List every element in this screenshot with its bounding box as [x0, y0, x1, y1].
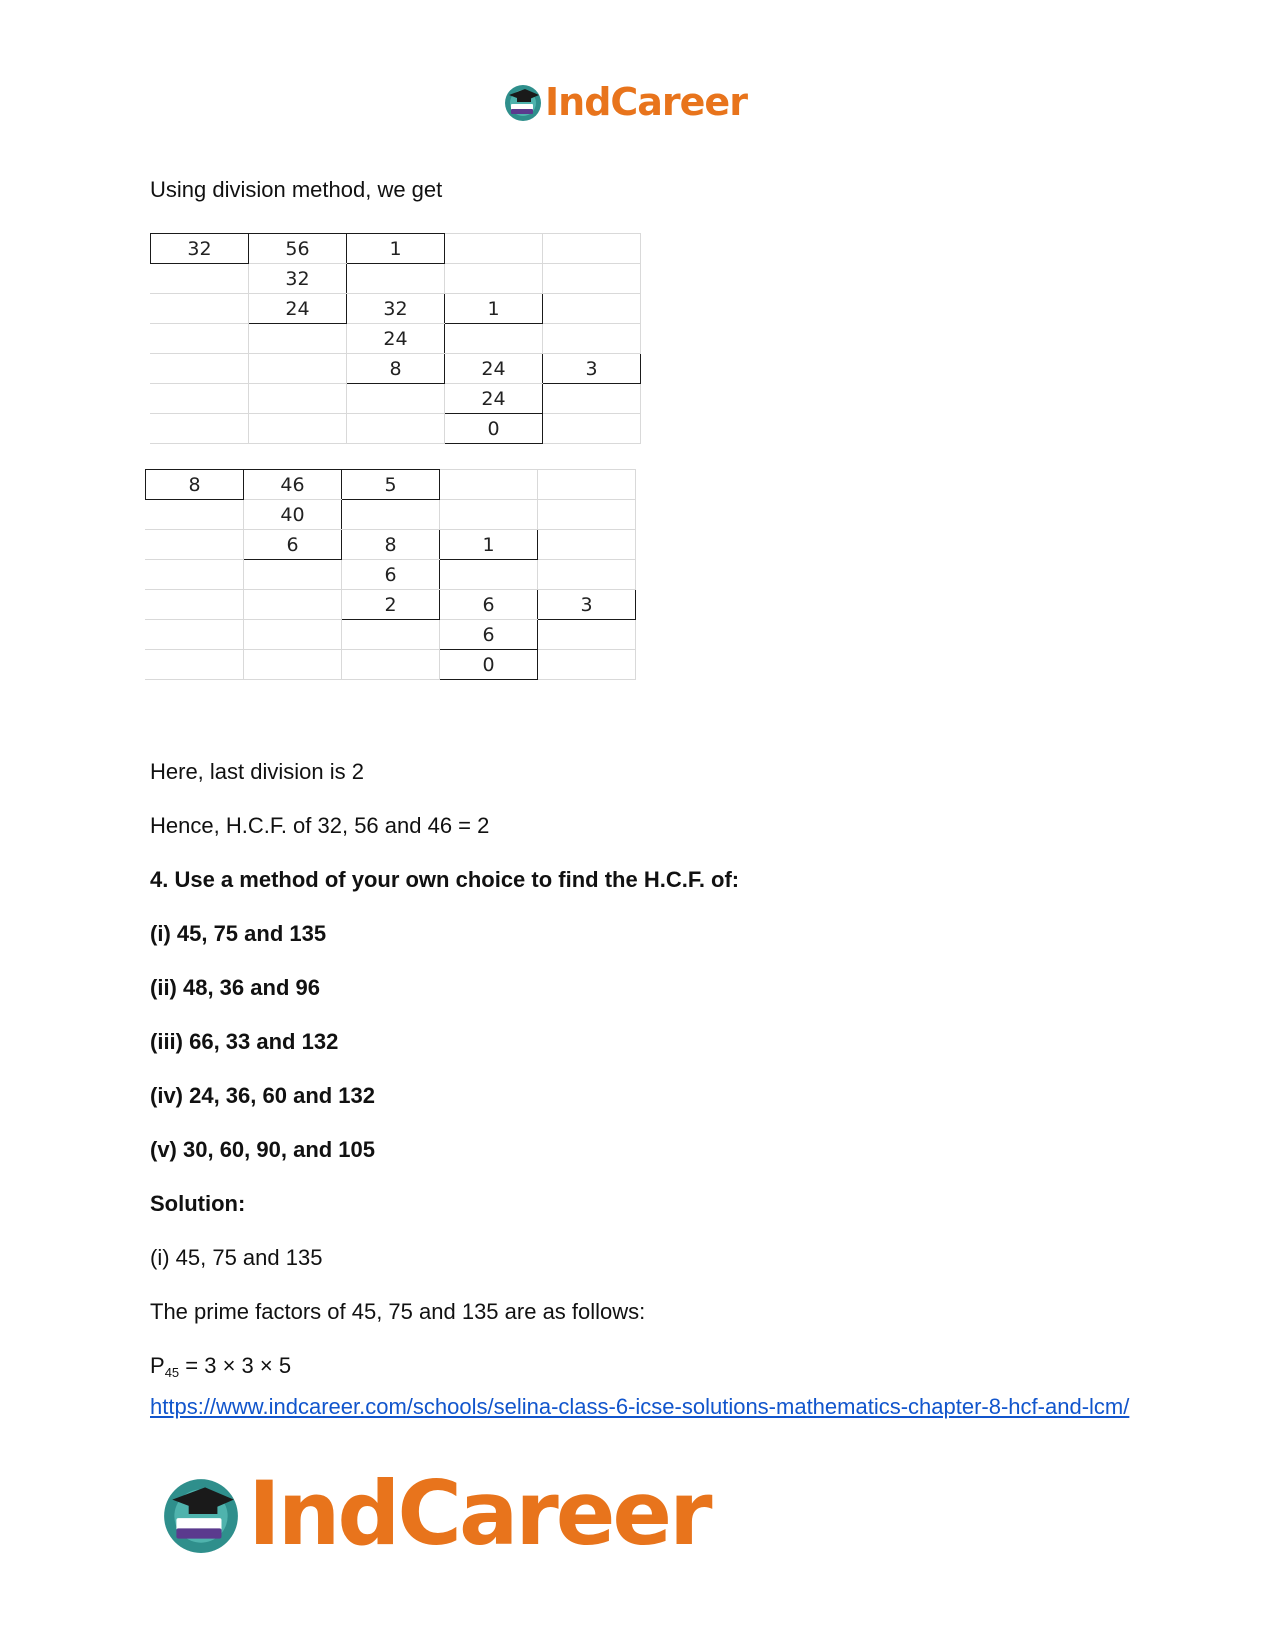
division-cell	[342, 500, 440, 530]
factor-expression: = 3 × 3 × 5	[185, 1353, 292, 1378]
division-cell	[342, 620, 440, 650]
division-cell	[543, 384, 641, 414]
factor-subscript: 45	[164, 1365, 180, 1380]
division-cell: 6	[244, 530, 342, 560]
division-cell	[440, 500, 538, 530]
division-cell: 0	[440, 650, 538, 680]
division-cell	[244, 620, 342, 650]
question-part-ii: (ii) 48, 36 and 96	[150, 975, 320, 1000]
division-cell	[538, 650, 636, 680]
result-line-2: Hence, H.C.F. of 32, 56 and 46 = 2	[150, 813, 490, 838]
division-cell	[249, 354, 347, 384]
graduation-globe-icon	[160, 1473, 242, 1555]
brand-logo-large	[160, 1462, 710, 1565]
question-part-iii: (iii) 66, 33 and 132	[150, 1029, 339, 1054]
division-cell	[249, 324, 347, 354]
division-cell	[445, 234, 543, 264]
division-cell: 24	[445, 354, 543, 384]
division-cell: 5	[342, 470, 440, 500]
division-cell	[538, 560, 636, 590]
intro-text: Using division method, we get	[150, 177, 443, 202]
division-cell: 32	[249, 264, 347, 294]
division-cell	[244, 650, 342, 680]
solution-heading: Solution:	[150, 1191, 246, 1216]
question-part-iv: (iv) 24, 36, 60 and 132	[150, 1083, 376, 1108]
brand-wordmark-large: IndCareer	[248, 1462, 710, 1565]
division-cell	[146, 560, 244, 590]
division-row	[151, 324, 641, 354]
division-row	[151, 414, 641, 444]
division-cell	[249, 384, 347, 414]
division-cell: 6	[342, 560, 440, 590]
prime-factor-line	[150, 1353, 291, 1386]
division-cell	[543, 324, 641, 354]
division-cell	[146, 590, 244, 620]
division-cell: 56	[249, 234, 347, 264]
division-cell	[440, 560, 538, 590]
division-cell: 3	[538, 590, 636, 620]
division-row	[146, 590, 636, 620]
question-title: 4. Use a method of your own choice to find the H.C.F. of:	[150, 867, 740, 892]
division-row	[151, 264, 641, 294]
division-cell: 1	[440, 530, 538, 560]
division-row	[151, 294, 641, 324]
division-cell	[146, 650, 244, 680]
question-part-v: (v) 30, 60, 90, and 105	[150, 1137, 376, 1162]
division-cell	[347, 384, 445, 414]
division-cell	[146, 530, 244, 560]
division-table-1	[150, 233, 641, 444]
brand-logo	[503, 80, 747, 124]
division-cell	[151, 384, 249, 414]
division-cell	[538, 500, 636, 530]
question-part-i: (i) 45, 75 and 135	[150, 921, 327, 946]
division-cell	[151, 324, 249, 354]
division-cell	[445, 324, 543, 354]
division-cell: 8	[342, 530, 440, 560]
division-cell	[543, 234, 641, 264]
graduation-globe-icon	[503, 82, 543, 122]
division-cell	[249, 414, 347, 444]
division-row	[146, 650, 636, 680]
division-cell	[347, 414, 445, 444]
division-row	[146, 530, 636, 560]
division-cell: 6	[440, 590, 538, 620]
source-link[interactable]: https://www.indcareer.com/schools/selina-class-6-icse-solutions-mathematics-chapter-8-hcf-and-lcm/	[150, 1394, 1130, 1419]
division-cell	[151, 294, 249, 324]
division-cell	[538, 620, 636, 650]
division-cell	[146, 620, 244, 650]
division-cell	[543, 294, 641, 324]
division-cell	[543, 414, 641, 444]
division-cell	[151, 354, 249, 384]
division-cell: 1	[445, 294, 543, 324]
solution-part-label: (i) 45, 75 and 135	[150, 1245, 323, 1270]
division-row	[146, 500, 636, 530]
division-row	[151, 384, 641, 414]
division-cell: 24	[347, 324, 445, 354]
division-cell: 32	[347, 294, 445, 324]
division-cell: 46	[244, 470, 342, 500]
division-cell	[244, 560, 342, 590]
division-cell	[538, 530, 636, 560]
solution-line: The prime factors of 45, 75 and 135 are as follows:	[150, 1299, 646, 1324]
factor-symbol: P	[150, 1353, 165, 1378]
division-cell: 3	[543, 354, 641, 384]
division-cell: 24	[445, 384, 543, 414]
division-cell	[445, 264, 543, 294]
division-row	[151, 354, 641, 384]
division-cell: 8	[347, 354, 445, 384]
division-cell: 32	[151, 234, 249, 264]
division-cell: 1	[347, 234, 445, 264]
division-cell	[440, 470, 538, 500]
division-cell: 2	[342, 590, 440, 620]
division-cell: 40	[244, 500, 342, 530]
division-cell	[342, 650, 440, 680]
division-table-2	[145, 469, 636, 680]
result-line-1: Here, last division is 2	[150, 759, 364, 784]
division-cell: 0	[445, 414, 543, 444]
division-row	[151, 234, 641, 264]
division-cell: 8	[146, 470, 244, 500]
division-cell	[151, 414, 249, 444]
division-cell	[347, 264, 445, 294]
division-cell	[146, 500, 244, 530]
division-cell: 6	[440, 620, 538, 650]
division-cell	[538, 470, 636, 500]
division-cell	[244, 590, 342, 620]
division-row	[146, 470, 636, 500]
division-cell: 24	[249, 294, 347, 324]
division-cell	[151, 264, 249, 294]
division-cell	[543, 264, 641, 294]
division-row	[146, 560, 636, 590]
division-row	[146, 620, 636, 650]
brand-wordmark: IndCareer	[545, 80, 747, 124]
